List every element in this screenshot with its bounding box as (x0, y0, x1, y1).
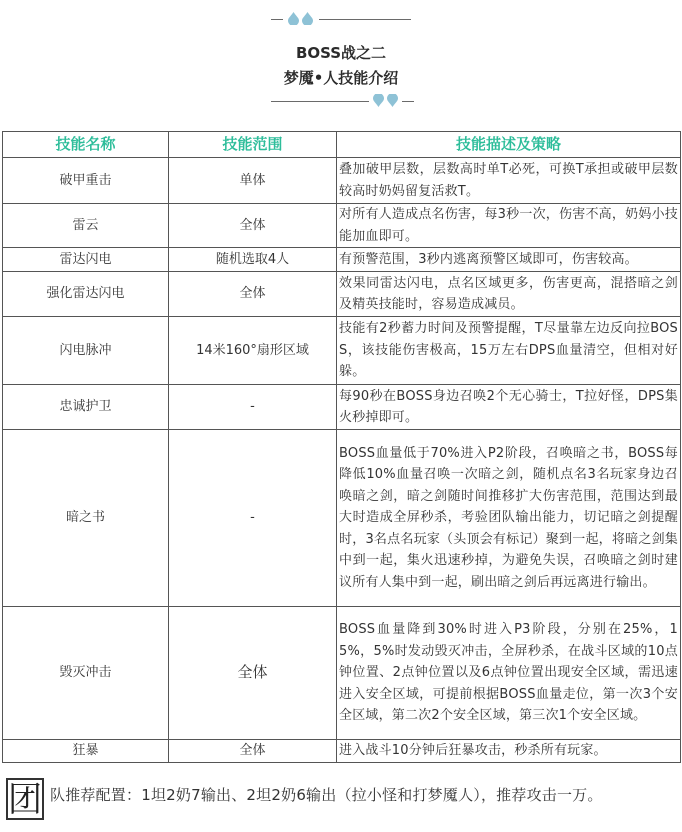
skill-name: 雷达闪电 (3, 248, 169, 272)
skill-name: 强化雷达闪电 (3, 272, 169, 317)
skill-desc: 技能有2秒蓄力时间及预警提醒，T尽量靠左边反向拉BOSS，该技能伤害极高，15万左右DPS血量清空，但相对好躲。 (337, 317, 681, 385)
page-subtitle: 梦魇•人技能介绍 (283, 69, 399, 87)
water-drop-icon (387, 94, 398, 107)
skill-range: - (169, 430, 337, 607)
header-divider-left-bottom (271, 101, 369, 102)
water-drop-icon (288, 12, 299, 25)
table-row (3, 272, 681, 317)
table-row (3, 430, 681, 607)
skill-desc: 叠加破甲层数，层数高时单T必死，可换T承担或破甲层数较高时奶妈留复活救T。 (337, 158, 681, 204)
water-drop-icon (373, 94, 384, 107)
skill-name: 破甲重击 (3, 158, 169, 204)
table-row (3, 248, 681, 272)
column-header-skill-desc: 技能描述及策略 (337, 132, 681, 158)
skill-desc: BOSS血量降到30%时进入P3阶段，分别在25%，15%，5%时发动毁灭冲击，全屏秒杀，在战斗区域的10点钟位置、2点钟位置以及6点钟位置出现安全区域，需迅速进入安全区域，可提前根据BOSS血量走位，第一次3个安全区域，第二次2个安全区域，第三次1个安全区域。 (337, 607, 681, 740)
skills-table (2, 131, 681, 763)
skill-desc: 进入战斗10分钟后狂暴攻击，秒杀所有玩家。 (337, 740, 681, 763)
skill-range: 全体 (169, 740, 337, 763)
table-row (3, 204, 681, 248)
skill-range: 全体 (169, 204, 337, 248)
team-recommendation-text: 队推荐配置：1坦2奶7输出、2坦2奶6输出（拉小怪和打梦魇人），推荐攻击一万。 (50, 786, 603, 804)
column-header-skill-range: 技能范围 (169, 132, 337, 158)
skill-range: 14米160°扇形区域 (169, 317, 337, 385)
skill-desc: 效果同雷达闪电，点名区域更多，伤害更高，混搭暗之剑及精英技能时，容易造成减员。 (337, 272, 681, 317)
skill-name: 毁灭冲击 (3, 607, 169, 740)
skill-name: 雷云 (3, 204, 169, 248)
skill-range: 单体 (169, 158, 337, 204)
header-divider-right-bottom (402, 101, 414, 102)
skill-name: 狂暴 (3, 740, 169, 763)
skill-desc: 有预警范围，3秒内逃离预警区域即可，伤害较高。 (337, 248, 681, 272)
drop-cap-char: 团 (8, 780, 42, 820)
table-row (3, 607, 681, 740)
page-title: BOSS战之二 (295, 44, 387, 62)
skill-range: 全体 (169, 607, 337, 740)
column-header-skill-name: 技能名称 (3, 132, 169, 158)
skill-name: 闪电脉冲 (3, 317, 169, 385)
table-row (3, 158, 681, 204)
table-header-row (3, 132, 681, 158)
skill-range: - (169, 385, 337, 430)
skill-desc: 每90秒在BOSS身边召唤2个无心骑士，T拉好怪，DPS集火秒掉即可。 (337, 385, 681, 430)
skill-name: 暗之书 (3, 430, 169, 607)
skill-desc: BOSS血量低于70%进入P2阶段，召唤暗之书，BOSS每降低10%血量召唤一次暗之剑，随机点名3名玩家身边召唤暗之剑，暗之剑随时间推移扩大伤害范围，范围达到最大时造成全屏秒杀，考验团队输出能力，切记暗之剑提醒时，3名点名玩家（头顶会有标记）聚到一起，将暗之剑集中到一起，集火迅速秒掉，为避免失误，召唤暗之剑时建议所有人集中到一起，刷出暗之剑后再远离进行输出。 (337, 430, 681, 607)
skill-range: 全体 (169, 272, 337, 317)
header-divider-left (271, 19, 283, 20)
table-row (3, 740, 681, 763)
header-divider-right (319, 19, 411, 20)
drop-cap-box (6, 778, 44, 820)
water-drop-icon (302, 12, 313, 25)
skill-range: 随机选取4人 (169, 248, 337, 272)
skill-name: 忠诚护卫 (3, 385, 169, 430)
skill-desc: 对所有人造成点名伤害，每3秒一次，伤害不高，奶妈小技能加血即可。 (337, 204, 681, 248)
table-row (3, 317, 681, 385)
table-row (3, 385, 681, 430)
